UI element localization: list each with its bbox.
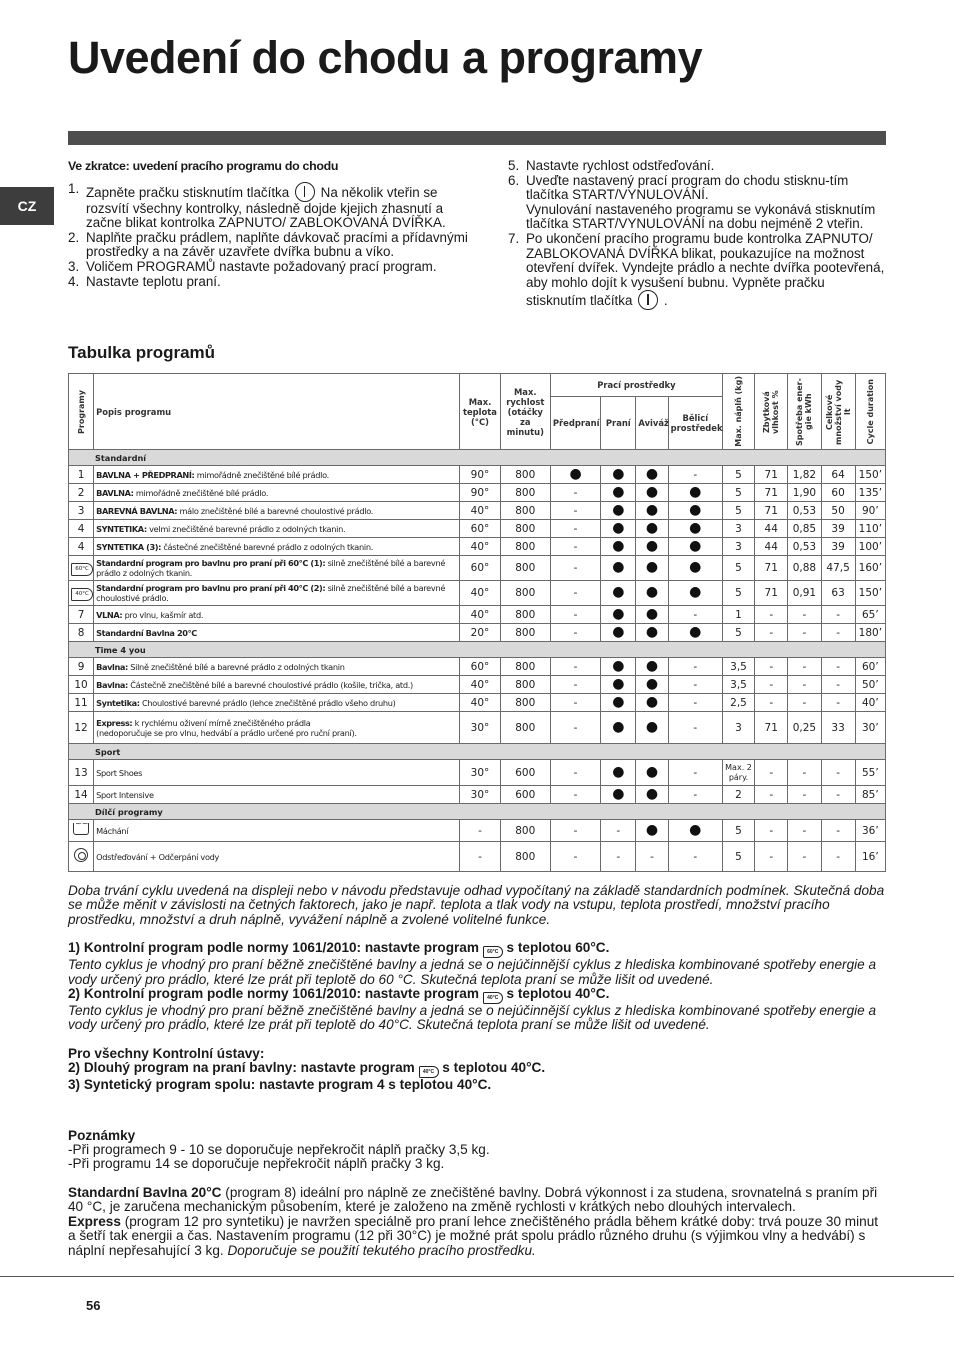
softener-cell: ● — [636, 520, 668, 538]
humidity-cell: - — [755, 606, 788, 624]
norm-note-1-text: Tento cyklus je vhodný pro praní běžně znečištěné bavlny a jedná se o nejúčinnější cyklus z hlediska kombinované spotřeby energie a vody určený pro prádlo, které lze prát při teplotě do 60 °C. Skutečná teplota praní se může lišit od uvedené. — [68, 957, 877, 987]
energy-cell: 0,53 — [788, 502, 821, 520]
max-load-cell: 5 — [722, 502, 754, 520]
duration-cell: 65’ — [855, 606, 885, 624]
bleach-cell: ● — [668, 520, 722, 538]
max-temp-cell: 40° — [460, 694, 500, 712]
wash-cell: ● — [601, 658, 636, 676]
program-number-cell: 12 — [69, 712, 94, 744]
softener-cell: ● — [636, 466, 668, 484]
group-row-time4you: Time 4 you — [69, 642, 886, 658]
max-temp-cell: - — [460, 842, 500, 872]
col-header-vlhkost: Zbytková vlhkost % — [755, 374, 788, 450]
humidity-cell: - — [755, 842, 788, 872]
program-description: Odstřeďování + Odčerpání vody — [94, 842, 460, 872]
water-cell: - — [821, 820, 855, 842]
max-load-cell: 5 — [722, 820, 754, 842]
bleach-cell: ● — [668, 624, 722, 642]
program-number-cell: 4 — [69, 520, 94, 538]
humidity-cell: - — [755, 786, 788, 804]
footer-rule — [0, 1276, 954, 1277]
table-row — [69, 712, 886, 744]
wash-cell: ● — [601, 538, 636, 556]
bleach-cell: - — [668, 786, 722, 804]
water-cell: 47,5 — [821, 556, 855, 581]
all-institutes-heading: Pro všechny Kontrolní ústavy: — [68, 1045, 265, 1061]
bleach-cell: ● — [668, 556, 722, 581]
group-row-sport: Sport — [69, 744, 886, 760]
prewash-cell: - — [550, 581, 600, 606]
table-row — [69, 624, 886, 642]
max-speed-cell: 800 — [500, 484, 550, 502]
softener-cell: ● — [636, 484, 668, 502]
duration-note: Doba trvání cyklu uvedená na displeji nebo v návodu představuje odhad vypočítaný na základě standardních podmínek. Skutečná doba se může měnit v závislosti na četných faktorech, jako je např. teplota a tlak vody na vstupu, teplota prostředí, množství pracího prostředku, množství a druh náplně, vyvážení náplně a zvolené volitelné funkce. — [68, 883, 885, 927]
bleach-cell: - — [668, 760, 722, 786]
page-number: 56 — [86, 1298, 101, 1313]
max-load-cell: 3 — [722, 520, 754, 538]
program-description: Bavlna: Částečně znečištěné bílé a barevné choulostivé prádlo (košile, trička, atd.) — [94, 676, 460, 694]
wash-cell: ● — [601, 760, 636, 786]
softener-cell: ● — [636, 606, 668, 624]
energy-cell: - — [788, 786, 821, 804]
cotton-program-icon: 60°C — [71, 563, 93, 576]
max-speed-cell: 800 — [500, 556, 550, 581]
table-header-row — [69, 374, 886, 397]
bleach-cell: - — [668, 694, 722, 712]
program-description: BAVLNA: mimořádně znečištěné bílé prádlo. — [94, 484, 460, 502]
bleach-cell: ● — [668, 581, 722, 606]
programs-table — [68, 373, 886, 872]
energy-cell: - — [788, 676, 821, 694]
prewash-cell: - — [550, 786, 600, 804]
wash-cell: ● — [601, 624, 636, 642]
max-temp-cell: 20° — [460, 624, 500, 642]
language-tab: CZ — [0, 187, 54, 225]
softener-cell: ● — [636, 502, 668, 520]
max-temp-cell: 40° — [460, 581, 500, 606]
program-number-cell: 14 — [69, 786, 94, 804]
max-temp-cell: 40° — [460, 502, 500, 520]
energy-cell: - — [788, 820, 821, 842]
program-number-cell: 1 — [69, 466, 94, 484]
duration-cell: 110’ — [855, 520, 885, 538]
bleach-cell: - — [668, 842, 722, 872]
bleach-cell: ● — [668, 538, 722, 556]
softener-cell: ● — [636, 658, 668, 676]
max-speed-cell: 800 — [500, 676, 550, 694]
program-description: Standardní program pro bavlnu pro praní při 60°C (1): silně znečištěné bílé a barevné prádlo z odolných tkanin. — [94, 556, 460, 581]
energy-cell: 0,53 — [788, 538, 821, 556]
water-cell: 39 — [821, 538, 855, 556]
humidity-cell: 44 — [755, 520, 788, 538]
table-row — [69, 760, 886, 786]
humidity-cell: 71 — [755, 581, 788, 606]
step-1: 1. Zapněte pračku stisknutím tlačítka Na několik vteřin se rozsvítí všechny kontrolky, následně dojde kjejich zhasnutí a začne blikat kontrolka ZAPNUTO/ ZABLOKOVANÁ DVÍŘKA. — [68, 180, 446, 231]
wash-cell: ● — [601, 606, 636, 624]
prewash-cell: - — [550, 538, 600, 556]
intro-left-column — [68, 159, 468, 289]
program-number-cell: 4 — [69, 538, 94, 556]
max-temp-cell: - — [460, 820, 500, 842]
wash-cell: - — [601, 842, 636, 872]
table-row — [69, 466, 886, 484]
max-speed-cell: 800 — [500, 842, 550, 872]
cotton-program-icon: 40°C — [71, 588, 93, 601]
bleach-cell: ● — [668, 502, 722, 520]
max-speed-cell: 800 — [500, 606, 550, 624]
max-load-cell: Max. 2 páry. — [722, 760, 754, 786]
humidity-cell: 71 — [755, 712, 788, 744]
energy-cell: 0,25 — [788, 712, 821, 744]
col-header-predprani: Předpraní — [550, 396, 600, 449]
col-header-prostredky: Prací prostředky — [550, 374, 722, 397]
softener-cell: ● — [636, 676, 668, 694]
bleach-cell: ● — [668, 484, 722, 502]
program-description: Sport Shoes — [94, 760, 460, 786]
energy-cell: 0,85 — [788, 520, 821, 538]
softener-cell: ● — [636, 820, 668, 842]
humidity-cell: 71 — [755, 466, 788, 484]
max-load-cell: 3,5 — [722, 658, 754, 676]
bleach-cell: - — [668, 658, 722, 676]
duration-cell: 100’ — [855, 538, 885, 556]
duration-cell: 90’ — [855, 502, 885, 520]
intro-right-column — [508, 159, 888, 310]
program-number-cell: 3 — [69, 502, 94, 520]
program-number-cell: 11 — [69, 694, 94, 712]
energy-cell: - — [788, 694, 821, 712]
max-temp-cell: 30° — [460, 712, 500, 744]
col-header-napln: Max. náplň (kg) — [722, 374, 754, 450]
col-header-teplota: Max. teplota (°C) — [460, 374, 500, 450]
duration-cell: 160’ — [855, 556, 885, 581]
intro-heading: Ve zkratce: uvedení pracího programu do chodu — [68, 159, 339, 173]
step-6: 6. Uveďte nastavený prací program do chodu stisknu-tím tlačítka START/VYNULOVÁNÍ. Vynulování nastaveného programu se vykonává stisknutím tlačítka START/VYNULOVÁNÍ na dobu nejméně 2 vteřin. — [508, 172, 876, 232]
prewash-cell: - — [550, 606, 600, 624]
water-cell: 39 — [821, 520, 855, 538]
max-temp-cell: 30° — [460, 786, 500, 804]
max-load-cell: 5 — [722, 484, 754, 502]
wash-cell: ● — [601, 676, 636, 694]
table-row — [69, 606, 886, 624]
col-header-voda: Celkové množství vody lt — [821, 374, 855, 450]
max-speed-cell: 800 — [500, 581, 550, 606]
energy-cell: - — [788, 606, 821, 624]
bleach-cell: - — [668, 466, 722, 484]
col-header-aviv: Aviváž — [636, 396, 668, 449]
max-load-cell: 5 — [722, 842, 754, 872]
water-cell: 63 — [821, 581, 855, 606]
col-header-prani: Praní — [601, 396, 636, 449]
norm-note-2-heading: 2) Kontrolní program podle normy 1061/2010: nastavte program 40°C s teplotou 40°C. — [68, 987, 888, 1004]
program-number-cell: 7 — [69, 606, 94, 624]
standard-cotton-note: Standardní Bavlna 20°C (program 8) ideální pro náplně ze znečištěné bavlny. Dobrá výkonnost i za studena, srovnatelná s praním při 40 °C, je zaručena mechanickým působením, které je založeno na změně rychlosti v krátkých nebo dlouhých intervalech. — [68, 1184, 878, 1215]
max-temp-cell: 40° — [460, 538, 500, 556]
max-speed-cell: 800 — [500, 520, 550, 538]
wash-cell: ● — [601, 502, 636, 520]
wash-cell: ● — [601, 484, 636, 502]
prewash-cell: - — [550, 760, 600, 786]
max-speed-cell: 800 — [500, 694, 550, 712]
program-description: Standardní program pro bavlnu pro praní při 40°C (2): silně znečištěné bílé a barevné choulostivé prádlo. — [94, 581, 460, 606]
group-row-standard: Standardní — [69, 450, 886, 466]
bleach-cell: ● — [668, 820, 722, 842]
humidity-cell: - — [755, 676, 788, 694]
water-cell: 60 — [821, 484, 855, 502]
humidity-cell: - — [755, 820, 788, 842]
energy-cell: - — [788, 760, 821, 786]
max-speed-cell: 800 — [500, 538, 550, 556]
bleach-cell: - — [668, 676, 722, 694]
program-description: BAVLNA + PŘEDPRANÍ: mimořádně znečištěné bílé prádlo. — [94, 466, 460, 484]
wash-cell: ● — [601, 520, 636, 538]
program-number-cell: 13 — [69, 760, 94, 786]
wash-cell: ● — [601, 466, 636, 484]
step-5: 5. Nastavte rychlost odstřeďování. — [508, 158, 715, 173]
max-speed-cell: 800 — [500, 712, 550, 744]
water-cell: - — [821, 842, 855, 872]
duration-cell: 40’ — [855, 694, 885, 712]
table-row — [69, 502, 886, 520]
energy-cell: 0,91 — [788, 581, 821, 606]
prewash-cell: - — [550, 484, 600, 502]
col-header-programy: Programy — [69, 374, 94, 450]
duration-cell: 50’ — [855, 676, 885, 694]
table-row — [69, 581, 886, 606]
max-load-cell: 3 — [722, 538, 754, 556]
norm-note-1-heading: 1) Kontrolní program podle normy 1061/2010: nastavte program 60°C s teplotou 60°C. — [68, 941, 888, 958]
all-institutes-3: 3) Syntetický program spolu: nastavte program 4 s teplotou 40°C. — [68, 1077, 492, 1093]
bleach-cell: - — [668, 606, 722, 624]
wash-cell: ● — [601, 786, 636, 804]
duration-cell: 85’ — [855, 786, 885, 804]
duration-cell: 30’ — [855, 712, 885, 744]
program-number-cell: 2 — [69, 484, 94, 502]
cotton-40-icon: 40°C — [419, 1066, 439, 1078]
max-speed-cell: 800 — [500, 658, 550, 676]
softener-cell: ● — [636, 538, 668, 556]
table-row — [69, 786, 886, 804]
humidity-cell: - — [755, 658, 788, 676]
energy-cell: - — [788, 842, 821, 872]
softener-cell: ● — [636, 760, 668, 786]
duration-cell: 36’ — [855, 820, 885, 842]
program-description: BAREVNÁ BAVLNA: málo znečištěné bílé a barevné choulostivé prádlo. — [94, 502, 460, 520]
max-speed-cell: 800 — [500, 820, 550, 842]
max-speed-cell: 600 — [500, 760, 550, 786]
col-header-popis: Popis programu — [94, 374, 460, 450]
notes-section — [68, 884, 888, 1258]
wash-cell: ● — [601, 581, 636, 606]
express-note: Express (program 12 pro syntetiku) je navržen speciálně pro praní lehce znečištěného prádla během krátké doby: trvá pouze 30 minut a šetří tak energii a čas. Nastavením programu (12 při 30°C) je možné prát spolu prádlo různého druhu (s výjimkou vlny a hedvábí) s náplní nepřesahující 3 kg. Doporučuje se použití tekutého pracího prostředku. — [68, 1213, 879, 1258]
wash-cell: ● — [601, 712, 636, 744]
water-cell: 50 — [821, 502, 855, 520]
bleach-cell: - — [668, 712, 722, 744]
prewash-cell: - — [550, 520, 600, 538]
water-cell: - — [821, 658, 855, 676]
energy-cell: 1,82 — [788, 466, 821, 484]
norm-note-2-text: Tento cyklus je vhodný pro praní běžně znečištěné bavlny a jedná se o nejúčinnější cyklus z hlediska kombinované spotřeby energie a vody určený pro prádlo, které lze prát při teplotě do 40°C. Skutečná teplota praní se může lišit od uvedené. — [68, 1003, 877, 1033]
table-row — [69, 842, 886, 872]
table-row — [69, 658, 886, 676]
water-cell: - — [821, 786, 855, 804]
spin-icon — [74, 848, 88, 862]
water-cell: - — [821, 676, 855, 694]
prewash-cell: - — [550, 694, 600, 712]
max-load-cell: 3 — [722, 712, 754, 744]
water-cell: - — [821, 606, 855, 624]
max-speed-cell: 800 — [500, 502, 550, 520]
duration-cell: 150’ — [855, 466, 885, 484]
max-speed-cell: 600 — [500, 786, 550, 804]
prewash-cell: - — [550, 712, 600, 744]
water-cell: - — [821, 760, 855, 786]
title-divider-bar — [68, 131, 886, 145]
program-number-cell — [69, 556, 94, 581]
max-temp-cell: 30° — [460, 760, 500, 786]
wash-cell: ● — [601, 556, 636, 581]
step-4: 4. Nastavte teplotu praní. — [68, 273, 221, 289]
cotton-40-icon: 40°C — [483, 992, 503, 1004]
page-title: Uvedení do chodu a programy — [68, 32, 703, 83]
prewash-cell: - — [550, 502, 600, 520]
table-row — [69, 556, 886, 581]
water-cell: - — [821, 624, 855, 642]
program-number-cell — [69, 581, 94, 606]
water-cell: 64 — [821, 466, 855, 484]
table-row — [69, 676, 886, 694]
softener-cell: ● — [636, 786, 668, 804]
cotton-60-icon: 60°C — [483, 946, 503, 958]
power-button-icon — [295, 182, 315, 202]
program-description: SYNTETIKA (3): částečné znečištěné barevné prádlo z odolných tkanin. — [94, 538, 460, 556]
energy-cell: - — [788, 658, 821, 676]
rinse-icon — [73, 823, 89, 835]
program-number-cell: 9 — [69, 658, 94, 676]
col-header-cycle: Cycle duration — [855, 374, 885, 450]
humidity-cell: - — [755, 694, 788, 712]
program-number-cell: 10 — [69, 676, 94, 694]
notes-heading: Poznámky — [68, 1127, 136, 1143]
softener-cell: ● — [636, 556, 668, 581]
duration-cell: 180’ — [855, 624, 885, 642]
max-temp-cell: 40° — [460, 676, 500, 694]
table-row — [69, 520, 886, 538]
max-load-cell: 3,5 — [722, 676, 754, 694]
prewash-cell: - — [550, 676, 600, 694]
program-description: VLNA: pro vlnu, kašmír atd. — [94, 606, 460, 624]
max-temp-cell: 60° — [460, 658, 500, 676]
program-description: Syntetika: Choulostivé barevné prádlo (lehce znečištěné prádlo všeho druhu) — [94, 694, 460, 712]
softener-cell: - — [636, 842, 668, 872]
table-row — [69, 484, 886, 502]
max-speed-cell: 800 — [500, 624, 550, 642]
prewash-cell: - — [550, 624, 600, 642]
program-description: Express: k rychlému oživení mírně znečištěného prádla (nedoporučuje se pro vlnu, hedvábí a prádlo určené pro ruční praní). — [94, 712, 460, 744]
duration-cell: 55’ — [855, 760, 885, 786]
prewash-cell: ● — [550, 466, 600, 484]
max-load-cell: 5 — [722, 556, 754, 581]
max-temp-cell: 40° — [460, 606, 500, 624]
duration-cell: 16’ — [855, 842, 885, 872]
duration-cell: 60’ — [855, 658, 885, 676]
max-temp-cell: 60° — [460, 556, 500, 581]
max-temp-cell: 90° — [460, 484, 500, 502]
energy-cell: 0,88 — [788, 556, 821, 581]
humidity-cell: 71 — [755, 556, 788, 581]
col-header-energie: Spotřeba ener-gie kWh — [788, 374, 821, 450]
program-description: Sport Intensive — [94, 786, 460, 804]
duration-cell: 150’ — [855, 581, 885, 606]
humidity-cell: - — [755, 624, 788, 642]
program-number-cell — [69, 842, 94, 872]
table-row — [69, 820, 886, 842]
intro-steps-right — [508, 159, 888, 310]
group-row-dilci: Dílčí programy — [69, 804, 886, 820]
softener-cell: ● — [636, 624, 668, 642]
max-load-cell: 1 — [722, 606, 754, 624]
humidity-cell: 71 — [755, 502, 788, 520]
humidity-cell: - — [755, 760, 788, 786]
intro-steps-left — [68, 182, 468, 290]
all-institutes-2: 2) Dlouhý program na praní bavlny: nastavte program 40°C s teplotou 40°C. — [68, 1061, 888, 1078]
power-button-icon — [638, 290, 658, 310]
table-title: Tabulka programů — [68, 343, 216, 362]
max-load-cell: 5 — [722, 466, 754, 484]
water-cell: - — [821, 694, 855, 712]
duration-cell: 135’ — [855, 484, 885, 502]
program-number-cell: 8 — [69, 624, 94, 642]
water-cell: 33 — [821, 712, 855, 744]
program-description: Máchání — [94, 820, 460, 842]
prewash-cell: - — [550, 820, 600, 842]
max-load-cell: 2,5 — [722, 694, 754, 712]
program-number-cell — [69, 820, 94, 842]
humidity-cell: 71 — [755, 484, 788, 502]
prewash-cell: - — [550, 842, 600, 872]
program-description: SYNTETIKA: velmi znečištěné barevné prádlo z odolných tkanin. — [94, 520, 460, 538]
energy-cell: 1,90 — [788, 484, 821, 502]
step-2: 2. Naplňte pračku prádlem, naplňte dávkovač pracími a přídavnými prostředky a na závěr uzavřete dvířka bubnu a víko. — [68, 229, 468, 260]
wash-cell: - — [601, 820, 636, 842]
step-3: 3. Voličem PROGRAMŮ nastavte požadovaný prací program. — [68, 258, 437, 274]
notes-item-1: -Při programech 9 - 10 se doporučuje nepřekročit náplň pračky 3,5 kg. — [68, 1142, 490, 1158]
notes-item-2: -Při programu 14 se doporučuje nepřekročit náplň pračky 3 kg. — [68, 1156, 445, 1172]
step-7: 7. Po ukončení pracího programu bude kontrolka ZAPNUTO/ ZABLOKOVANÁ DVÍŘKA blikat, poukazujíce na možnost otevření dvířek. Vyndejte prádlo a nechte dvířka pootevřená, aby mohlo dojít k vysušení bubnu. Vypněte pračku stisknutím tlačítka . — [508, 230, 885, 309]
max-load-cell: 2 — [722, 786, 754, 804]
softener-cell: ● — [636, 712, 668, 744]
max-temp-cell: 90° — [460, 466, 500, 484]
table-row — [69, 694, 886, 712]
col-header-rychlost: Max. rychlost (otáčky za minutu) — [500, 374, 550, 450]
prewash-cell: - — [550, 556, 600, 581]
energy-cell: - — [788, 624, 821, 642]
max-load-cell: 5 — [722, 624, 754, 642]
wash-cell: ● — [601, 694, 636, 712]
max-temp-cell: 60° — [460, 520, 500, 538]
prewash-cell: - — [550, 658, 600, 676]
max-speed-cell: 800 — [500, 466, 550, 484]
program-description: Bavlna: Silně znečištěné bílé a barevné prádlo z odolných tkanin — [94, 658, 460, 676]
softener-cell: ● — [636, 581, 668, 606]
program-description: Standardní Bavlna 20°C — [94, 624, 460, 642]
humidity-cell: 44 — [755, 538, 788, 556]
softener-cell: ● — [636, 694, 668, 712]
max-load-cell: 5 — [722, 581, 754, 606]
col-header-belici: Bělicí prostředek — [668, 396, 722, 449]
table-row — [69, 538, 886, 556]
